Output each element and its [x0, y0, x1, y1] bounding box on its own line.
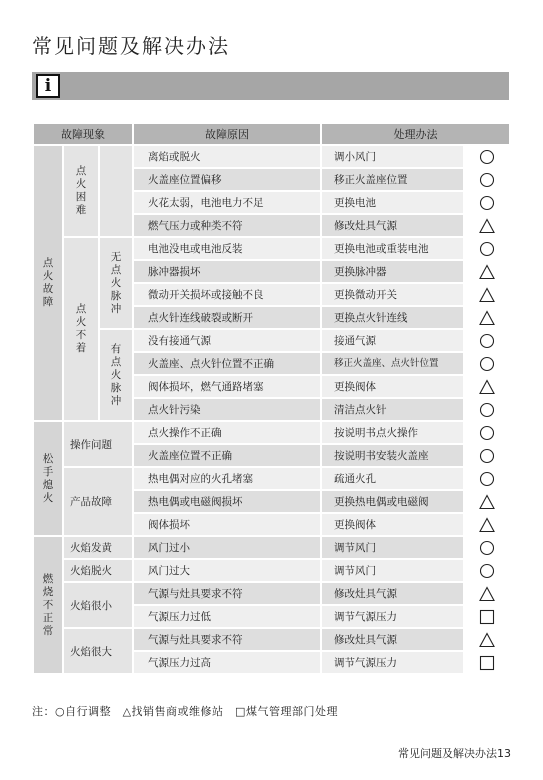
cause-cell: 点火针污染: [133, 398, 321, 421]
solution-cell: 修改灶具气源: [321, 582, 464, 605]
cause-cell: 气源压力过低: [133, 605, 321, 628]
circle-icon: [479, 172, 495, 188]
solution-cell: 调节气源压力: [321, 651, 464, 674]
subgroup-liftoff: 火焰脱火: [63, 559, 133, 582]
circle-icon: [479, 448, 495, 464]
solution-cell: 更换点火针连线: [321, 306, 464, 329]
subgroup-large: 火焰很大: [63, 628, 133, 674]
solution-cell: 更换微动开关: [321, 283, 464, 306]
subgroup-empty: [99, 145, 133, 237]
circle-icon: [479, 356, 495, 372]
cause-cell: 气源与灶具要求不符: [133, 628, 321, 651]
table-row: [33, 467, 510, 490]
mark-cell: [464, 421, 510, 444]
cause-cell: 风门过大: [133, 559, 321, 582]
mark-cell: [464, 260, 510, 283]
triangle-icon: [479, 310, 495, 326]
cause-cell: 风门过小: [133, 536, 321, 559]
solution-cell: 更换电池: [321, 191, 464, 214]
group-ignition-fail: 点火故障: [33, 145, 63, 421]
circle-icon: [479, 471, 495, 487]
solution-cell: 更换阀体: [321, 375, 464, 398]
info-bar: [32, 72, 509, 100]
info-icon: i: [36, 74, 60, 98]
cause-cell: 没有接通气源: [133, 329, 321, 352]
subgroup-has-pulse: 有点火脉冲: [99, 329, 133, 421]
table-row: [33, 145, 510, 168]
cause-cell: 热电偶对应的火孔堵塞: [133, 467, 321, 490]
cause-cell: 火盖座、点火针位置不正确: [133, 352, 321, 375]
triangle-icon: [479, 494, 495, 510]
subgroup-op-problem: 操作问题: [63, 421, 133, 467]
table-row: [33, 329, 510, 352]
solution-cell: 调节风门: [321, 559, 464, 582]
header-solution: 处理办法: [321, 123, 510, 145]
mark-cell: [464, 168, 510, 191]
subgroup-no-ignite: 点火不着: [63, 237, 99, 421]
group-abnormal: 燃烧不正常: [33, 536, 63, 674]
cause-cell: 点火针连线破裂或断开: [133, 306, 321, 329]
mark-cell: [464, 306, 510, 329]
mark-cell: [464, 283, 510, 306]
cause-cell: 火盖座位置偏移: [133, 168, 321, 191]
triangle-icon: [479, 264, 495, 280]
solution-cell: 修改灶具气源: [321, 628, 464, 651]
solution-cell: 调节气源压力: [321, 605, 464, 628]
mark-cell: [464, 513, 510, 536]
subgroup-product-fault: 产品故障: [63, 467, 133, 536]
solution-cell: 更换阀体: [321, 513, 464, 536]
mark-cell: [464, 352, 510, 375]
circle-icon: [479, 149, 495, 165]
solution-cell: 接通气源: [321, 329, 464, 352]
circle-icon: [479, 241, 495, 257]
solution-cell: 按说明书安装火盖座: [321, 444, 464, 467]
solution-cell: 修改灶具气源: [321, 214, 464, 237]
group-flameout: 松手熄火: [33, 421, 63, 536]
mark-cell: [464, 559, 510, 582]
circle-icon: [479, 540, 495, 556]
mark-cell: [464, 490, 510, 513]
subgroup-ignition-hard: 点火困难: [63, 145, 99, 237]
solution-cell: 更换热电偶或电磁阀: [321, 490, 464, 513]
mark-cell: [464, 191, 510, 214]
table-row: [33, 559, 510, 582]
triangle-icon: [479, 379, 495, 395]
page-footer: 常见问题及解决办法13: [398, 747, 511, 760]
cause-cell: 电池没电或电池反装: [133, 237, 321, 260]
mark-cell: [464, 467, 510, 490]
circle-icon: [479, 402, 495, 418]
mark-cell: [464, 536, 510, 559]
mark-cell: [464, 375, 510, 398]
triangle-icon: [479, 586, 495, 602]
circle-icon: [479, 563, 495, 579]
cause-cell: 阀体损坏: [133, 513, 321, 536]
troubleshooting-table: [32, 122, 511, 675]
square-icon: [479, 609, 495, 625]
triangle-icon: [479, 632, 495, 648]
cause-cell: 气源压力过高: [133, 651, 321, 674]
solution-cell: 移正火盖座、点火针位置: [321, 352, 464, 375]
table-row: [33, 582, 510, 605]
solution-cell: 清洁点火针: [321, 398, 464, 421]
mark-cell: [464, 605, 510, 628]
table-row: [33, 536, 510, 559]
cause-cell: 燃气压力或种类不符: [133, 214, 321, 237]
legend-note: 注：○自行调整 △找销售商或维修站 □煤气管理部门处理: [32, 705, 338, 718]
cause-cell: 火花太弱，电池电力不足: [133, 191, 321, 214]
triangle-icon: [479, 287, 495, 303]
subgroup-no-pulse: 无点火脉冲: [99, 237, 133, 329]
circle-icon: [479, 425, 495, 441]
cause-cell: 热电偶或电磁阀损坏: [133, 490, 321, 513]
solution-cell: 更换脉冲器: [321, 260, 464, 283]
solution-cell: 调节风门: [321, 536, 464, 559]
mark-cell: [464, 651, 510, 674]
subgroup-yellow: 火焰发黄: [63, 536, 133, 559]
cause-cell: 离焰或脱火: [133, 145, 321, 168]
mark-cell: [464, 582, 510, 605]
solution-cell: 疏通火孔: [321, 467, 464, 490]
mark-cell: [464, 214, 510, 237]
cause-cell: 脉冲器损坏: [133, 260, 321, 283]
cause-cell: 阀体损坏，燃气通路堵塞: [133, 375, 321, 398]
table-row: [33, 421, 510, 444]
solution-cell: 更换电池或重装电池: [321, 237, 464, 260]
mark-cell: [464, 145, 510, 168]
mark-cell: [464, 628, 510, 651]
cause-cell: 火盖座位置不正确: [133, 444, 321, 467]
circle-icon: [479, 333, 495, 349]
cause-cell: 气源与灶具要求不符: [133, 582, 321, 605]
cause-cell: 点火操作不正确: [133, 421, 321, 444]
mark-cell: [464, 329, 510, 352]
subgroup-small: 火焰很小: [63, 582, 133, 628]
triangle-icon: [479, 218, 495, 234]
triangle-icon: [479, 517, 495, 533]
table-header-row: [33, 123, 510, 145]
solution-cell: 调小风门: [321, 145, 464, 168]
page-title: 常见问题及解决办法: [32, 34, 230, 58]
table-row: [33, 628, 510, 651]
solution-cell: 按说明书点火操作: [321, 421, 464, 444]
square-icon: [479, 655, 495, 671]
header-cause: 故障原因: [133, 123, 321, 145]
circle-icon: [479, 195, 495, 211]
mark-cell: [464, 398, 510, 421]
header-phenomenon: 故障现象: [33, 123, 133, 145]
cause-cell: 微动开关损坏或接触不良: [133, 283, 321, 306]
table-row: [33, 237, 510, 260]
mark-cell: [464, 444, 510, 467]
mark-cell: [464, 237, 510, 260]
solution-cell: 移正火盖座位置: [321, 168, 464, 191]
